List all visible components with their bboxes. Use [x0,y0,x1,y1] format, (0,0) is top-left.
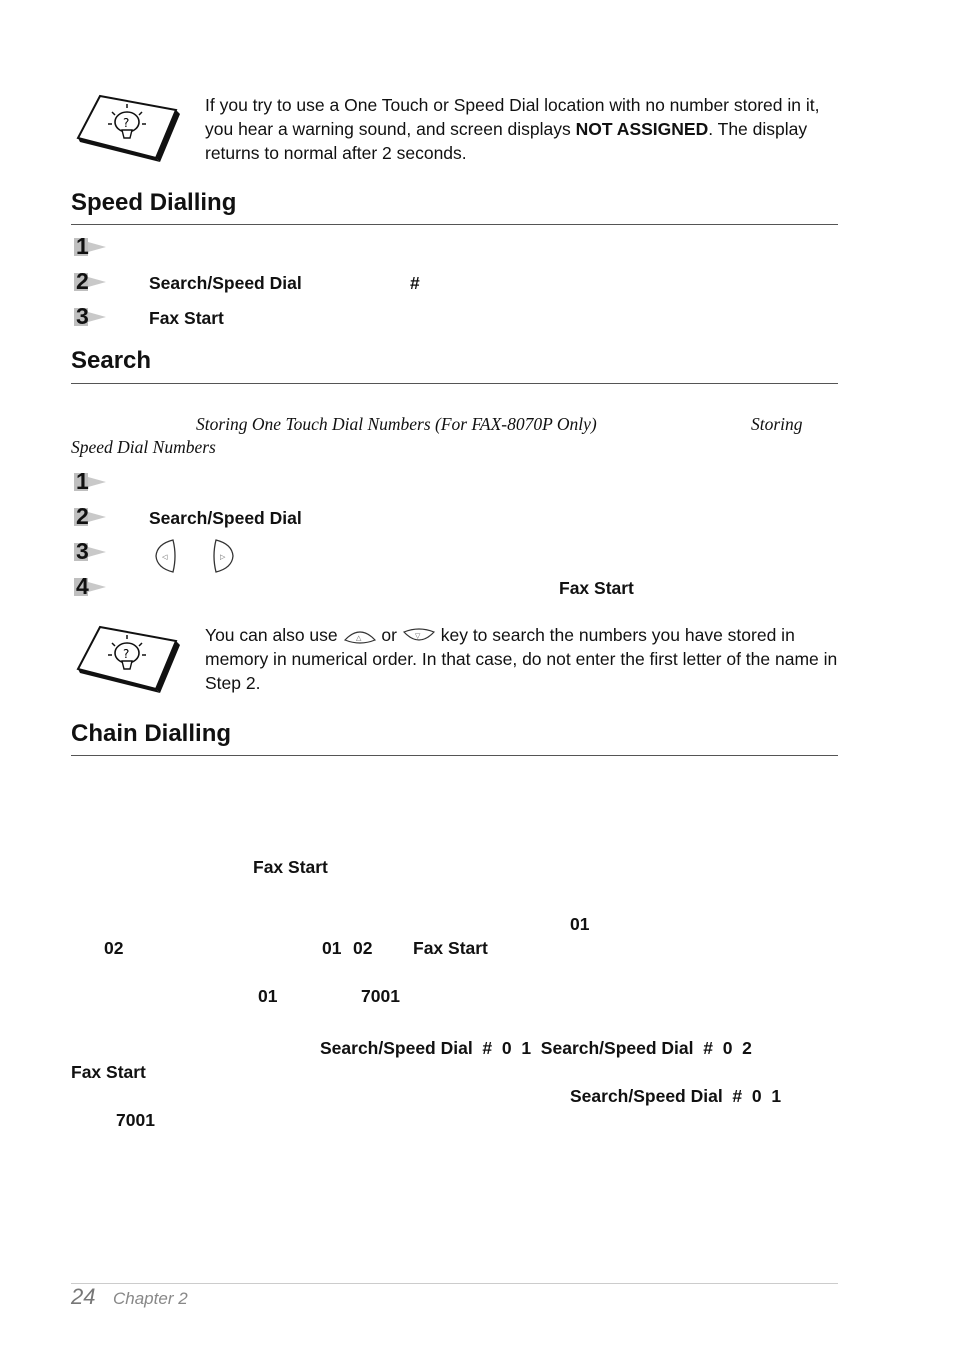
note-line: Step 2. [205,673,261,693]
note-text-span: . The display [708,119,808,139]
note-line [205,623,845,647]
key-label: Fax Start [149,308,224,328]
note-tip-text [205,93,845,165]
key-label: 7001 [361,986,400,1006]
key-label: 01 [258,986,278,1006]
key-label: Fax Start [559,578,634,598]
chapter-label: Chapter 2 [113,1289,188,1308]
step-digit: 2 [76,503,89,529]
display-message: NOT ASSIGNED [575,119,709,139]
step-digit: 3 [76,303,89,329]
svg-text:△: △ [355,634,361,642]
key-label: 02 [104,938,124,958]
key-label: Fax Start [253,857,328,877]
svg-text:▷: ▷ [220,553,226,561]
svg-text:?: ? [123,116,130,130]
up-arrow-key-icon [343,626,377,646]
step-digit: 1 [76,233,89,259]
step-number [72,269,108,293]
key-sequence: Search/Speed Dial # 0 1 [570,1086,782,1106]
svg-text:?: ? [123,647,130,661]
key-label: 7001 [116,1110,155,1130]
note-line: returns to normal after 2 seconds. [205,143,467,163]
svg-text:◁: ◁ [162,553,168,561]
step-number [72,574,108,598]
key-label: Search/Speed Dial [149,273,302,293]
step-number [72,304,108,328]
key-label: Fax Start [71,1062,146,1082]
note-tip-text [205,623,845,695]
note-line: If you try to use a One Touch or Speed Dial location with no number stored in it, [205,95,820,115]
step-number [72,469,108,493]
key-label: # [410,273,420,293]
section-heading-search: Search [71,347,152,374]
note-line [205,117,845,141]
key-label: Fax Start [413,938,488,958]
step-number [72,539,108,563]
step-digit: 2 [76,268,89,294]
divider [71,224,838,225]
divider [71,755,838,756]
note-text-span: you hear a warning sound, and screen displays [205,119,576,139]
note-text-span: key to search the numbers you have stored in [440,625,795,645]
step-digit: 3 [76,538,89,564]
left-arrow-key-icon [153,538,179,579]
key-label: 01 [570,914,590,934]
note-text-span: You can also use [205,625,338,645]
key-label: Search/Speed Dial [149,508,302,528]
step-digit: 1 [76,468,89,494]
note-text-span: or [381,625,397,645]
key-label: 01 [322,938,342,958]
step-digit: 4 [76,573,89,599]
note-line: memory in numerical order. In that case, do not enter the first letter of the name in [205,649,838,669]
section-heading-chain-dialling: Chain Dialling [71,720,232,747]
right-arrow-key-icon [210,538,236,579]
key-sequence: Search/Speed Dial # 0 1 Search/Speed Dial # 0 2 [320,1038,752,1058]
step-number [72,234,108,258]
cross-reference: Speed Dial Numbers [71,437,216,457]
cross-reference: Storing One Touch Dial Numbers (For FAX-8070P Only) [196,414,597,434]
page-number: 24 [71,1284,96,1309]
section-heading-speed-dialling: Speed Dialling [71,189,237,216]
note-icon [72,92,182,164]
lightbulb-note-icon [72,623,182,695]
key-label: 02 [353,938,373,958]
note-icon [72,623,182,695]
lightbulb-note-icon [72,92,182,164]
svg-text:▽: ▽ [414,632,421,640]
down-arrow-key-icon [402,626,436,646]
footer-divider [71,1283,838,1284]
divider [71,383,838,384]
cross-reference: Storing [751,414,803,434]
step-number [72,504,108,528]
